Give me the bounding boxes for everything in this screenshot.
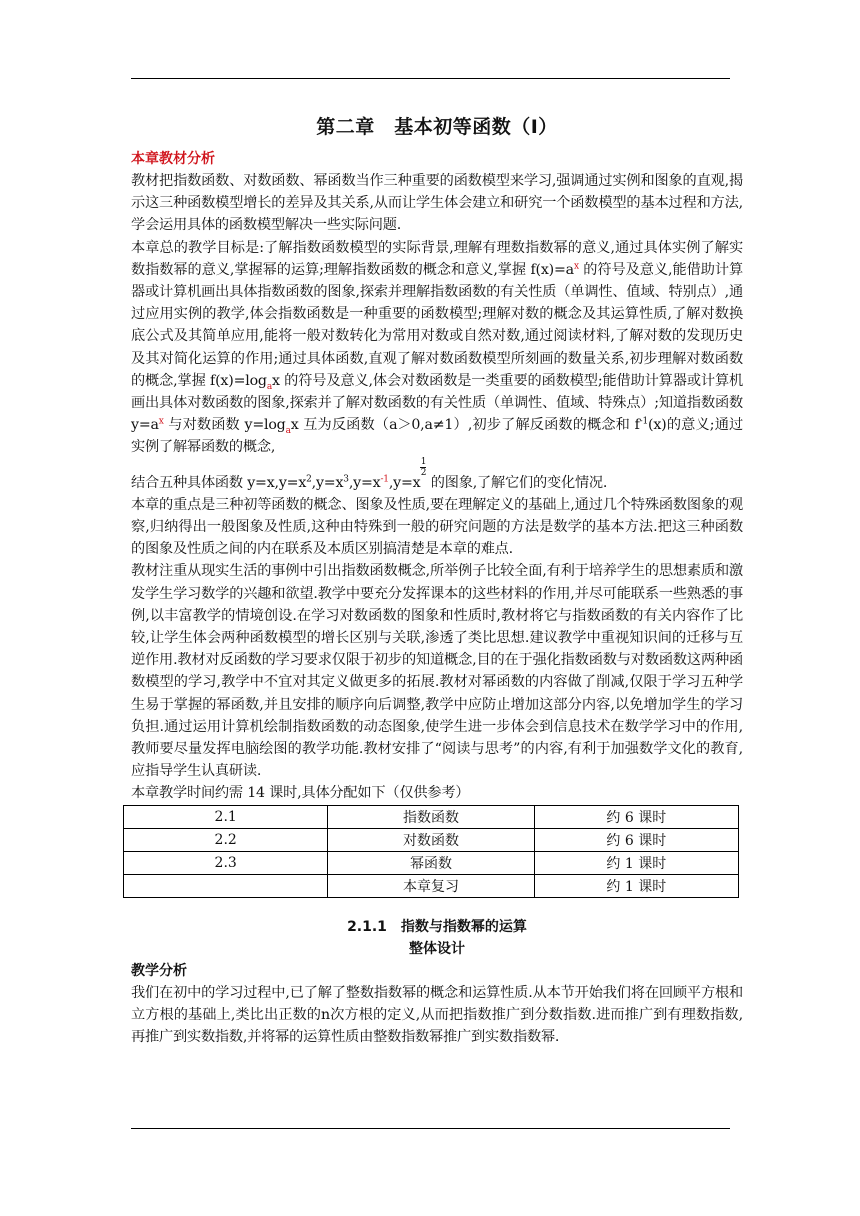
table-cell: 2.3: [124, 851, 328, 874]
p2-text: ,y=x: [311, 474, 344, 491]
superscript: -1: [380, 473, 389, 484]
p2-text: ,y=x: [388, 474, 421, 491]
p2-text: (x)的意义;通过实例了解幂函数的概念,: [131, 417, 743, 456]
paragraph-4: 教材注重从现实生活的事例中引出指数函数概念,所举例子比较全面,有利于培养学生的思想素质和激发学生学习数学的兴趣和欲望.教学中要充分发挥课本的这些材料的作用,并尽可能联系一些熟悉的事例,以丰富教学的情境创设.在学习对数函数的图象和性质时,教材将它与指数函数的有关内容作了比较,让学生体会两种函数模型的增长区别与关联,渗透了类比思想.建议教学中重视知识间的迁移与互逆作用.教材对反函数的学习要求仅限于初步的知道概念,目的在于强化指数函数与对数函数这两种函数模型的学习,教学中不宜对其定义做更多的拓展.教材对幂函数的内容做了削减,仅限于学习五种学生易于掌握的幂函数,并且安排的顺序向后调整,教学中应防止增加这部分内容,以免增加学生的学习负担.通过运用计算机绘制指数函数的动态图象,使学生进一步体会到信息技术在数学学习中的作用,教师要尽量发挥电脑绘图的教学功能.教材安排了“阅读与思考”的内容,有利于加强数学文化的教育,应指导学生认真研读.: [131, 563, 743, 780]
superscript: 3: [343, 473, 349, 484]
chapter-title: 第二章 基本初等函数（Ⅰ）: [316, 116, 558, 138]
p2-text: x 的符号及意义,体会对数函数是一类重要的函数模型;能借助计算器或计算机画出具体对数函数的图象,探索并了解对数函数的有关性质（单调性、值域、特殊点）;知道指数函数 y=a: [131, 372, 743, 434]
design-title: 整体设计: [409, 940, 465, 957]
table-cell: 2.1: [124, 805, 328, 828]
table-cell: 2.2: [124, 828, 328, 851]
subscript: a: [266, 381, 272, 392]
table-cell: 指数函数: [328, 805, 534, 828]
superscript: x: [573, 261, 579, 272]
teaching-heading: 教学分析: [131, 962, 187, 979]
table-row: [124, 828, 739, 851]
paragraph-3: 本章的重点是三种初等函数的概念、图象及性质,要在理解定义的基础上,通过几个特殊函数图象的观察,归纳得出一般图象及性质,这种由特殊到一般的研究问题的方法是数学的基本方法.把这三种函数的图象及性质之间的内在联系及本质区别搞清楚是本章的难点.: [131, 496, 743, 558]
fraction-denominator: 2: [420, 467, 427, 478]
p2-text: 结合五种具体函数 y=x,y=x: [131, 474, 307, 491]
section-title: 2.1.1 指数与指数幂的运算: [347, 918, 527, 935]
superscript: -1: [639, 416, 649, 427]
table-row: [124, 874, 739, 897]
footer-rule: [131, 1128, 730, 1129]
table-cell: 约 6 课时: [534, 828, 738, 851]
superscript: x: [158, 416, 164, 427]
table-cell: 本章复习: [328, 874, 534, 897]
table-cell: 约 1 课时: [534, 851, 738, 874]
table-cell: 幂函数: [328, 851, 534, 874]
header-rule: [131, 78, 730, 79]
p2-text: x 互为反函数（a＞0,a≠1）,初步了解反函数的概念和 f: [290, 417, 640, 434]
table-cell: 约 1 课时: [534, 874, 738, 897]
table-cell: 对数函数: [328, 828, 534, 851]
schedule-intro: 本章教学时间约需 14 课时,具体分配如下（仅供参考）: [131, 785, 470, 802]
fraction-exponent: [420, 457, 426, 478]
p2-text: 与对数函数 y=log: [163, 417, 286, 434]
schedule-table: [123, 805, 739, 898]
analysis-heading: 本章教材分析: [131, 151, 215, 167]
paragraph-2: [131, 237, 743, 459]
superscript: 2: [306, 473, 312, 484]
p2-text: 的图象,了解它们的变化情况.: [426, 474, 608, 491]
fraction-numerator: 1: [420, 456, 427, 467]
page-content: [131, 114, 743, 1048]
p2-text: ,y=x: [348, 474, 381, 491]
table-cell: 约 6 课时: [534, 805, 738, 828]
table-cell: [124, 874, 328, 897]
paragraph-5: 我们在初中的学习过程中,已了解了整数指数幂的概念和运算性质.从本节开始我们将在回顾平方根和立方根的基础上,类比出正数的n次方根的定义,从而把指数推广到分数指数.进而推广到有理数指数,再推广到实数指数,并将幂的运算性质由整数指数幂推广到实数指数幂.: [131, 984, 743, 1046]
p2-text: 的符号及意义,能借助计算器或计算机画出具体指数函数的图象,探索并理解指数函数的有关性质（单调性、值域、特别点）,通过应用实例的教学,体会指数函数是一种重要的函数模型;理解对数的概念及其运算性质,了解对数换底公式及其简单应用,能将一般对数转化为常用对数或自然对数,通过阅读材料,了解对数的发现历史及其对简化运算的作用;通过具体函数,直观了解对数函数模型所刻画的数量关系,初步理解对数函数的概念,掌握 f(x)=log: [131, 261, 743, 389]
table-row: [124, 805, 739, 828]
subscript: a: [285, 426, 291, 437]
paragraph-2-formula-line: [131, 456, 743, 494]
paragraph-1: 教材把指数函数、对数函数、幂函数当作三种重要的函数模型来学习,强调通过实例和图象的直观,揭示这三种函数模型增长的差异及其关系,从而让学生体会建立和研究一个函数模型的基本过程和方法,学会运用具体的函数模型解决一些实际问题.: [131, 173, 743, 234]
p2-text: 本章总的教学目标是:了解指数函数模型的实际背景,理解有理数指数幂的意义,通过具体实例了解实数指数幂的意义,掌握幂的运算;理解指数函数的概念和意义,掌握 f(x)=a: [131, 239, 743, 278]
table-row: [124, 851, 739, 874]
